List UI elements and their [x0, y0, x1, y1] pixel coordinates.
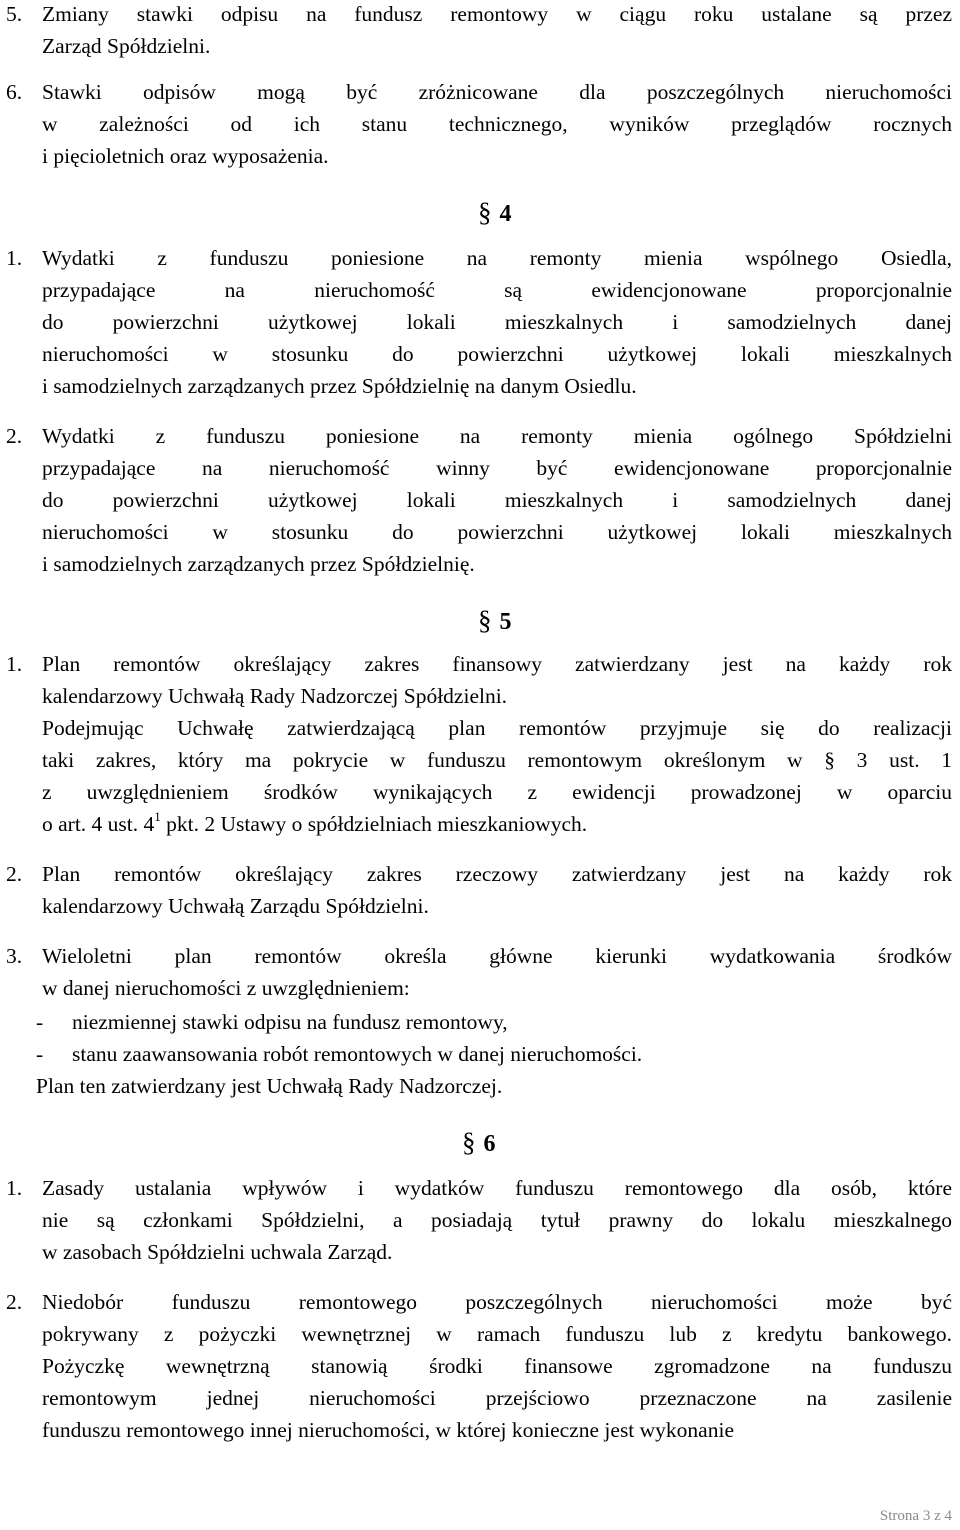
item-number: 5. [6, 2, 23, 26]
paragraph-line: pokrywany z pożyczki wewnętrznej w ramach funduszu lub z kredytu bankowego. [42, 1322, 952, 1346]
paragraph-line: o art. 4 ust. $4^1$ pkt. 2 Ustawy o spółdzielniach mieszkaniowych. [42, 808, 588, 836]
dash-marker: - [36, 1042, 44, 1066]
paragraph-line: i pięcioletnich oraz wyposażenia. [42, 144, 329, 168]
paragraph-line: Podejmując Uchwałę zatwierdzającą plan remontów przyjmuje się do realizacji [42, 716, 952, 740]
paragraph-line: przypadające na nieruchomość winny być ewidencjonowane proporcjonalnie [42, 456, 952, 480]
item-number: 2. [6, 862, 23, 886]
paragraph-line: Zmiany stawki odpisu na fundusz remontowy w ciągu roku ustalane są przez [42, 2, 952, 26]
paragraph-line: taki zakres, który ma pokrycie w funduszu remontowym określonym w § 3 ust. 1 [42, 748, 952, 772]
paragraph-line: Wydatki z funduszu poniesione na remonty mienia wspólnego Osiedla, [42, 246, 952, 270]
section-sign: § [462, 1127, 476, 1157]
paragraph-line: remontowym jednej nieruchomości przejściowo przeznaczone na zasilenie [42, 1386, 952, 1410]
item-number: 6. [6, 80, 23, 104]
superscript: 1 [154, 808, 161, 824]
paragraph-line: w danej nieruchomości z uwzględnieniem: [42, 976, 410, 1000]
dash-marker: - [36, 1010, 44, 1034]
section-number: 6 [483, 1131, 496, 1157]
paragraph-line: kalendarzowy Uchwałą Zarządu Spółdzielni. [42, 894, 429, 918]
section-heading-6 [462, 1126, 496, 1160]
section-heading-5 [478, 604, 512, 638]
paragraph-line: Wieloletni plan remontów określa główne kierunki wydatkowania środków [42, 944, 952, 968]
paragraph-line: Pożyczkę wewnętrzną stanowią środki finansowe zgromadzone na funduszu [42, 1354, 952, 1378]
paragraph-line: funduszu remontowego innej nieruchomości, w której konieczne jest wykonanie [42, 1418, 734, 1442]
item-number: 2. [6, 1290, 23, 1314]
paragraph-line: i samodzielnych zarządzanych przez Spółdzielnię na danym Osiedlu. [42, 374, 637, 398]
page-number-footer: Strona 3 z 4 [879, 1508, 952, 1524]
paragraph-line: Zasady ustalania wpływów i wydatków funduszu remontowego dla osób, które [42, 1176, 952, 1200]
item-number: 3. [6, 944, 23, 968]
section-sign: § [478, 197, 492, 227]
paragraph-line: Stawki odpisów mogą być zróżnicowane dla poszczególnych nieruchomości [42, 80, 952, 104]
paragraph-line: Niedobór funduszu remontowego poszczególnych nieruchomości może być [42, 1290, 952, 1314]
paragraph-line: do powierzchni użytkowej lokali mieszkalnych i samodzielnych danej [42, 310, 952, 334]
paragraph-line: w zależności od ich stanu technicznego, wyników przeglądów rocznych [42, 112, 952, 136]
paragraph-line: z uwzględnieniem środków wynikających z ewidencji prowadzonej w oparciu [42, 780, 952, 804]
paragraph-line: nieruchomości w stosunku do powierzchni użytkowej lokali mieszkalnych [42, 520, 952, 544]
item-number: 1. [6, 652, 23, 676]
paragraph-line: nie są członkami Spółdzielni, a posiadają tytuł prawny do lokalu mieszkalnego [42, 1208, 952, 1232]
paragraph-line: w zasobach Spółdzielni uchwala Zarząd. [42, 1240, 393, 1264]
paragraph-line: i samodzielnych zarządzanych przez Spółdzielnię. [42, 552, 475, 576]
section-number: 4 [499, 201, 512, 227]
item-number: 1. [6, 246, 23, 270]
item-number: 1. [6, 1176, 23, 1200]
section-heading-4 [478, 196, 512, 230]
section-number: 5 [499, 609, 512, 635]
item-number: 2. [6, 424, 23, 448]
paragraph-line: Plan ten zatwierdzany jest Uchwałą Rady Nadzorczej. [36, 1074, 503, 1098]
paragraph-line: przypadające na nieruchomość są ewidencjonowane proporcjonalnie [42, 278, 952, 302]
paragraph-line: nieruchomości w stosunku do powierzchni użytkowej lokali mieszkalnych [42, 342, 952, 366]
paragraph-line: Zarząd Spółdzielni. [42, 34, 211, 58]
paragraph-line: Wydatki z funduszu poniesione na remonty mienia ogólnego Spółdzielni [42, 424, 952, 448]
paragraph-line: do powierzchni użytkowej lokali mieszkalnych i samodzielnych danej [42, 488, 952, 512]
paragraph-line: Plan remontów określający zakres rzeczowy zatwierdzany jest na każdy rok [42, 862, 952, 886]
section-sign: § [478, 605, 492, 635]
paragraph-line: kalendarzowy Uchwałą Rady Nadzorczej Spółdzielni. [42, 684, 508, 708]
paragraph-line: Plan remontów określający zakres finansowy zatwierdzany jest na każdy rok [42, 652, 952, 676]
